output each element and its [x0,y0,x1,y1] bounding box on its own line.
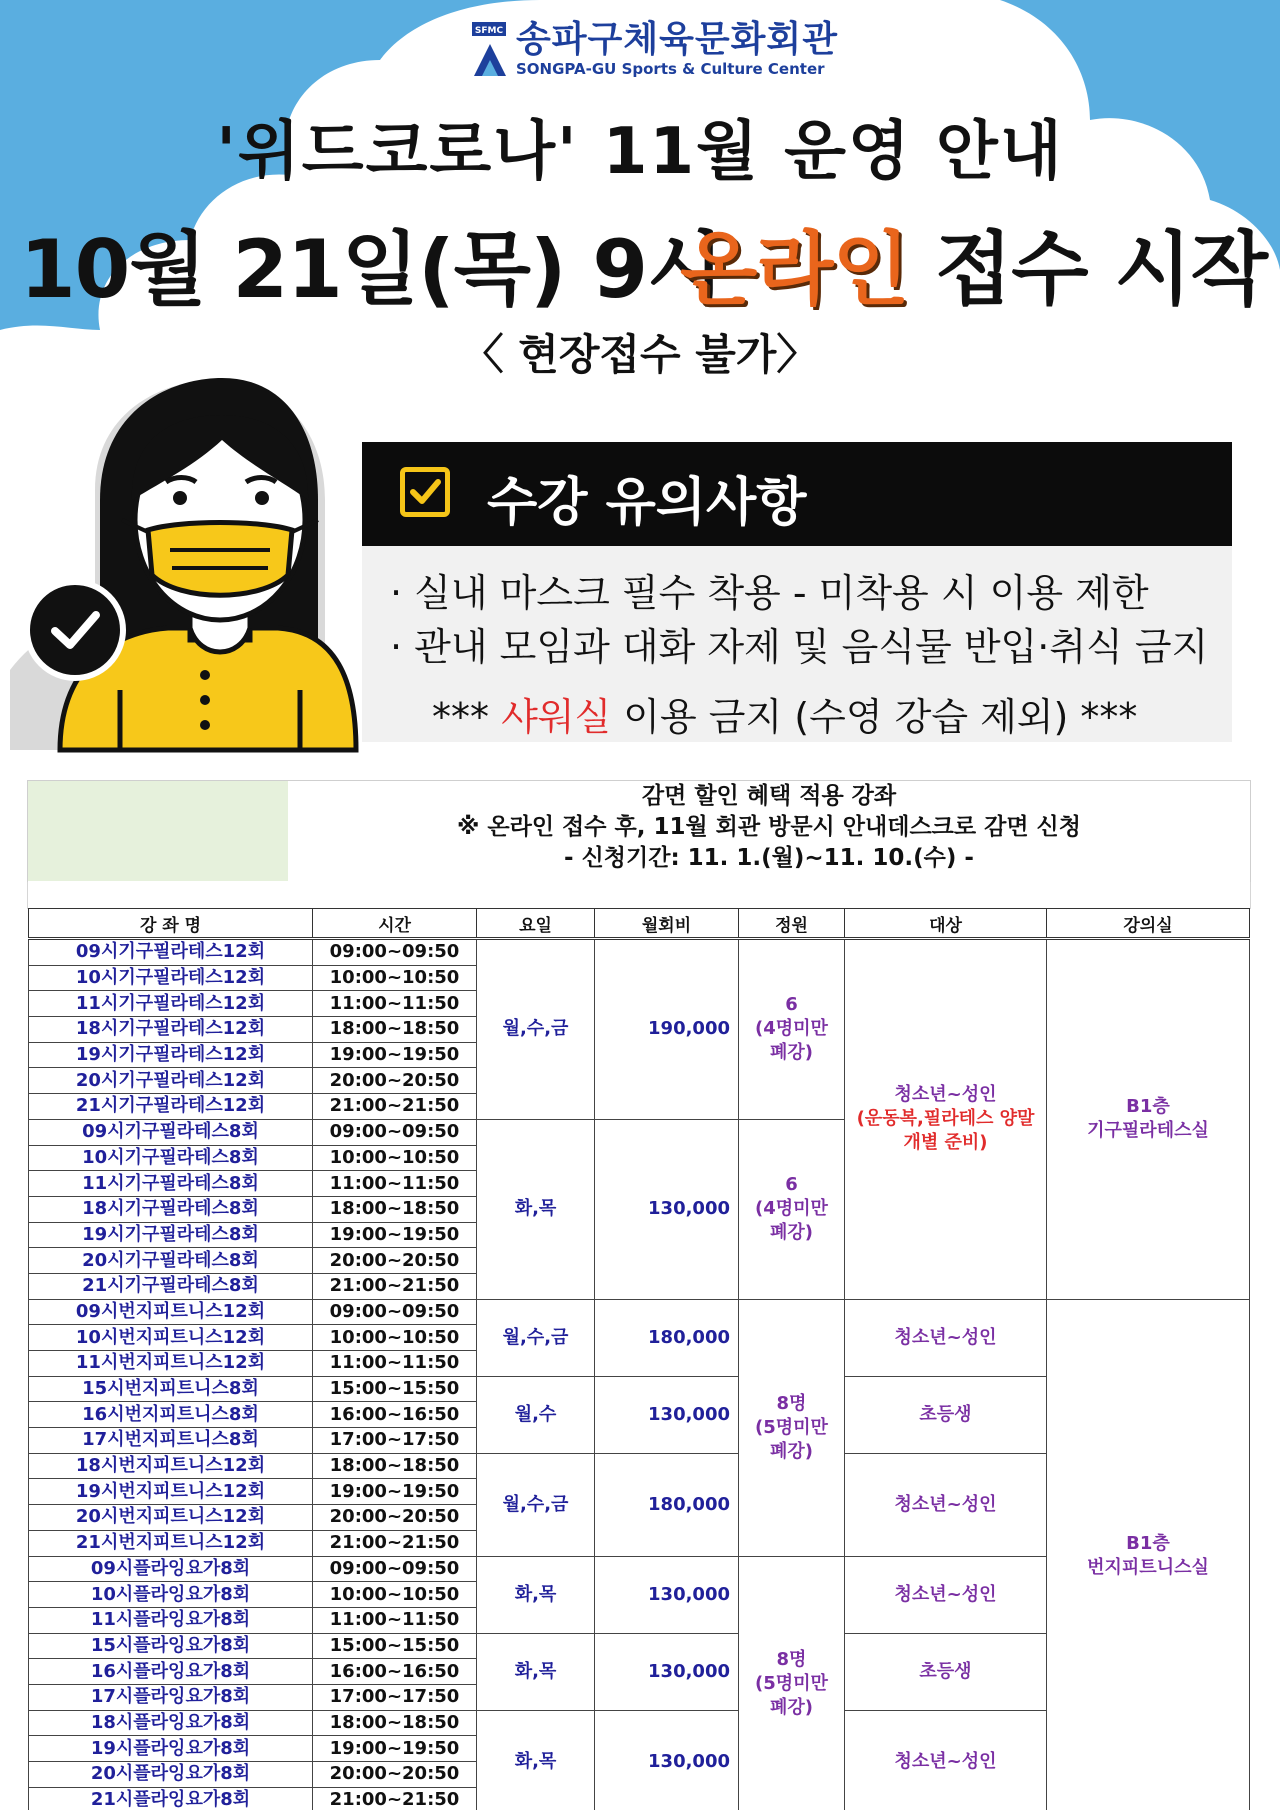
notice-line-food: · 관내 모임과 대화 자제 및 음식물 반입·취식 금지 [390,625,1209,669]
fee-cell: 180,000 [595,1453,739,1556]
target-main: 초등생 [919,1660,972,1682]
registration-date: 10월 21일(목) 9시 [20,223,724,316]
class-name-cell: 20시플라잉요가8회 [29,1762,313,1788]
class-name-cell: 19시플라잉요가8회 [29,1736,313,1762]
capacity-cell [739,1556,845,1810]
class-name-cell: 18시플라잉요가8회 [29,1710,313,1736]
notice-body [362,546,1232,742]
capacity-line: 폐강) [769,1440,813,1462]
capacity-line: 폐강) [769,1222,813,1244]
target-main: 청소년~성인 [894,1750,997,1772]
fee-cell: 130,000 [595,1119,739,1299]
room-line: 기구필라테스실 [1087,1120,1209,1142]
capacity-line: 6 [785,1174,798,1196]
online-highlight: 온라인 [680,223,909,316]
time-cell: 19:00~19:50 [313,1042,477,1068]
class-name-cell: 16시번지피트니스8회 [29,1402,313,1428]
time-cell: 21:00~21:50 [313,1530,477,1556]
capacity-line: (5명미만 [755,1416,828,1438]
class-name-cell: 11시번지피트니스12회 [29,1351,313,1377]
room-line: B1층 [1126,1533,1170,1554]
days-cell: 월,수,금 [477,939,595,1120]
time-cell: 15:00~15:50 [313,1633,477,1659]
capacity-line: 폐강) [769,1042,813,1064]
class-name-cell: 20시기구필라테스8회 [29,1248,313,1274]
time-cell: 19:00~19:50 [313,1736,477,1762]
time-cell: 19:00~19:50 [313,1222,477,1248]
target-cell [845,939,1047,1300]
target-cell [845,1633,1047,1710]
table-row [29,1299,1250,1325]
logo-english: SONGPA-GU Sports & Culture Center [516,60,825,78]
target-cell [845,1556,1047,1633]
discount-title: 감면 할인 혜택 적용 강좌 [641,783,897,809]
fee-cell: 130,000 [595,1633,739,1710]
logo [470,20,838,78]
class-name-cell: 17시플라잉요가8회 [29,1684,313,1710]
room-line: B1층 [1126,1096,1170,1118]
class-name-cell: 19시기구필라테스12회 [29,1042,313,1068]
time-cell: 09:00~09:50 [313,1556,477,1582]
discount-instruction: ※ 온라인 접수 후, 11월 회관 방문시 안내데스크로 감면 신청 [457,814,1081,840]
target-main: 초등생 [919,1403,972,1425]
fee-cell: 190,000 [595,939,739,1120]
class-name-cell: 20시기구필라테스12회 [29,1068,313,1094]
header-fee: 월회비 [595,909,739,939]
class-name-cell: 21시기구필라테스12회 [29,1094,313,1120]
class-name-cell: 09시플라잉요가8회 [29,1556,313,1582]
subtitle: 〈 현장접수 불가〉 [461,330,819,379]
class-name-cell: 21시번지피트니스12회 [29,1530,313,1556]
header-class-name: 강 좌 명 [29,909,313,939]
target-main: 청소년~성인 [894,1493,997,1515]
spacer-row [27,882,1251,909]
class-schedule-table [28,908,1250,1810]
fee-cell: 130,000 [595,1376,739,1453]
class-name-cell: 18시기구필라테스12회 [29,1017,313,1043]
target-main: 청소년~성인 [894,1084,997,1106]
target-cell [845,1299,1047,1376]
capacity-line: 폐강) [769,1697,813,1719]
header-target: 대상 [845,909,1047,939]
time-cell: 11:00~11:50 [313,1171,477,1197]
time-cell: 10:00~10:50 [313,1582,477,1608]
time-cell: 19:00~19:50 [313,1479,477,1505]
class-name-cell: 21시플라잉요가8회 [29,1787,313,1810]
time-cell: 18:00~18:50 [313,1196,477,1222]
class-name-cell: 19시기구필라테스8회 [29,1222,313,1248]
time-cell: 16:00~16:50 [313,1402,477,1428]
target-cell [845,1710,1047,1810]
class-name-cell: 18시번지피트니스12회 [29,1453,313,1479]
registration-start: 접수 시작 [935,223,1267,316]
class-name-cell: 10시기구필라테스12회 [29,965,313,991]
days-cell: 화,목 [477,1556,595,1633]
capacity-line: 6 [785,994,798,1016]
class-name-cell: 17시번지피트니스8회 [29,1428,313,1454]
time-cell: 20:00~20:50 [313,1762,477,1788]
capacity-cell [739,1299,845,1556]
time-cell: 16:00~16:50 [313,1659,477,1685]
capacity-line: 8명 [776,1649,807,1671]
time-cell: 18:00~18:50 [313,1453,477,1479]
capacity-line: (5명미만 [755,1673,828,1695]
logo-mark-icon [470,20,510,78]
time-cell: 10:00~10:50 [313,1325,477,1351]
class-name-cell: 10시번지피트니스12회 [29,1325,313,1351]
time-cell: 21:00~21:50 [313,1094,477,1120]
class-name-cell: 11시플라잉요가8회 [29,1607,313,1633]
time-cell: 17:00~17:50 [313,1428,477,1454]
time-cell: 20:00~20:50 [313,1068,477,1094]
days-cell: 월,수,금 [477,1453,595,1556]
discount-period: - 신청기간: 11. 1.(월)~11. 10.(수) - [564,845,974,871]
room-line: 번지피트니스실 [1087,1557,1209,1578]
header-time: 시간 [313,909,477,939]
notice-line-shower: *** 샤워실 이용 금지 (수영 강습 제외) *** [432,695,1138,739]
capacity-cell [739,939,845,1120]
time-cell: 11:00~11:50 [313,991,477,1017]
time-cell: 17:00~17:50 [313,1684,477,1710]
notice-header [362,442,1232,546]
days-cell: 화,목 [477,1633,595,1710]
time-cell: 11:00~11:50 [313,1607,477,1633]
class-name-cell: 20시번지피트니스12회 [29,1505,313,1531]
time-cell: 20:00~20:50 [313,1248,477,1274]
time-cell: 21:00~21:50 [313,1273,477,1299]
header-room: 강의실 [1047,909,1250,939]
discount-green-cell [28,781,288,881]
room-cell [1047,1299,1250,1810]
time-cell: 09:00~09:50 [313,939,477,966]
class-name-cell: 09시번지피트니스12회 [29,1299,313,1325]
time-cell: 21:00~21:50 [313,1787,477,1810]
room-cell [1047,939,1250,1300]
class-name-cell: 10시기구필라테스8회 [29,1145,313,1171]
class-name-cell: 11시기구필라테스8회 [29,1171,313,1197]
class-name-cell: 11시기구필라테스12회 [29,991,313,1017]
days-cell: 화,목 [477,1119,595,1299]
target-note: (운동복,필라테스 양말 개별 준비) [856,1108,1035,1154]
header-capacity: 정원 [739,909,845,939]
fee-cell: 180,000 [595,1299,739,1376]
time-cell: 18:00~18:50 [313,1017,477,1043]
days-cell: 월,수 [477,1376,595,1453]
header-days: 요일 [477,909,595,939]
class-name-cell: 19시번지피트니스12회 [29,1479,313,1505]
time-cell: 09:00~09:50 [313,1119,477,1145]
time-cell: 15:00~15:50 [313,1376,477,1402]
fee-cell: 130,000 [595,1556,739,1633]
time-cell: 09:00~09:50 [313,1299,477,1325]
table-header-row [29,909,1250,939]
discount-info-box [27,780,1251,884]
days-cell: 화,목 [477,1710,595,1810]
table-row [29,939,1250,966]
class-name-cell: 21시기구필라테스8회 [29,1273,313,1299]
target-main: 청소년~성인 [894,1583,997,1605]
capacity-cell [739,1119,845,1299]
checkbox-icon [400,467,450,517]
capacity-line: (4명미만 [755,1198,828,1220]
check-badge-icon [20,575,130,685]
time-cell: 18:00~18:50 [313,1710,477,1736]
page-title: '위드코로나' 11월 운영 안내 [216,115,1064,189]
target-cell [845,1453,1047,1556]
capacity-line: 8명 [776,1392,807,1414]
time-cell: 10:00~10:50 [313,965,477,991]
logo-korean: 송파구체육문화회관 [516,19,838,60]
logo-badge-text: SFMC [474,26,504,36]
notice-title: 수강 유의사항 [487,473,807,533]
days-cell: 월,수,금 [477,1299,595,1376]
time-cell: 11:00~11:50 [313,1351,477,1377]
capacity-line: (4명미만 [755,1018,828,1040]
class-name-cell: 10시플라잉요가8회 [29,1582,313,1608]
class-name-cell: 09시기구필라테스8회 [29,1119,313,1145]
time-cell: 10:00~10:50 [313,1145,477,1171]
class-name-cell: 18시기구필라테스8회 [29,1196,313,1222]
masked-person-illustration [0,370,370,760]
fee-cell: 130,000 [595,1710,739,1810]
target-cell [845,1376,1047,1453]
class-name-cell: 16시플라잉요가8회 [29,1659,313,1685]
class-name-cell: 15시플라잉요가8회 [29,1633,313,1659]
notice-line-mask: · 실내 마스크 필수 착용 - 미착용 시 이용 제한 [390,571,1149,615]
target-main: 청소년~성인 [894,1326,997,1348]
time-cell: 20:00~20:50 [313,1505,477,1531]
class-name-cell: 15시번지피트니스8회 [29,1376,313,1402]
class-name-cell: 09시기구필라테스12회 [29,939,313,966]
